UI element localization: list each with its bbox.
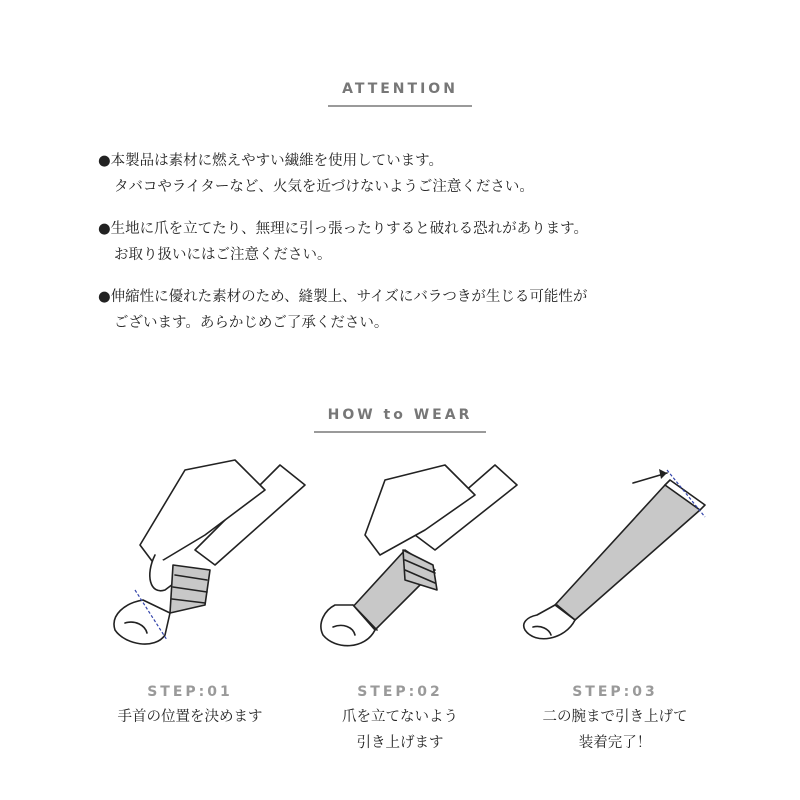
note-line: タバコやライターなど、火気を近づけないようご注意ください。: [114, 179, 534, 195]
step2-desc-line: 引き上げます: [356, 735, 444, 751]
note-size: [98, 284, 738, 336]
note-flammable: [98, 148, 738, 200]
note-line: ●生地に爪を立てたり、無理に引っ張ったりすると破れる恐れがあります。: [98, 221, 588, 237]
step1-label: STEP:01: [147, 684, 233, 700]
step2-desc: [290, 704, 510, 756]
note-line: ございます。あらかじめご了承ください。: [114, 315, 389, 331]
step3-desc-line: 二の腕まで引き上げて: [542, 709, 688, 725]
step2-illustration: [305, 455, 525, 665]
attention-notes: [98, 148, 738, 352]
attention-heading: [0, 78, 800, 107]
note-tear: [98, 216, 738, 268]
step1-desc: [80, 704, 300, 730]
step3-desc-line: 装着完了！: [578, 735, 652, 751]
step3-illustration: [515, 455, 735, 665]
arrow-head-icon: [659, 469, 667, 479]
step1-illustration: [95, 455, 315, 665]
note-line: お取り扱いにはご注意ください。: [114, 247, 332, 263]
step3-desc: [505, 704, 725, 756]
howto-heading: [0, 404, 800, 433]
step3-label: STEP:03: [572, 684, 658, 700]
step2-desc-line: 爪を立てないよう: [342, 709, 458, 725]
note-line: ●伸縮性に優れた素材のため、縫製上、サイズにバラつきが生じる可能性が: [98, 289, 588, 305]
step2-label: STEP:02: [357, 684, 443, 700]
note-line: ●本製品は素材に燃えやすい繊維を使用しています。: [98, 153, 443, 169]
attention-heading-text: ATTENTION: [328, 81, 472, 107]
howto-heading-text: HOW to WEAR: [314, 407, 487, 433]
step1-desc-line: 手首の位置を決めます: [117, 709, 263, 725]
